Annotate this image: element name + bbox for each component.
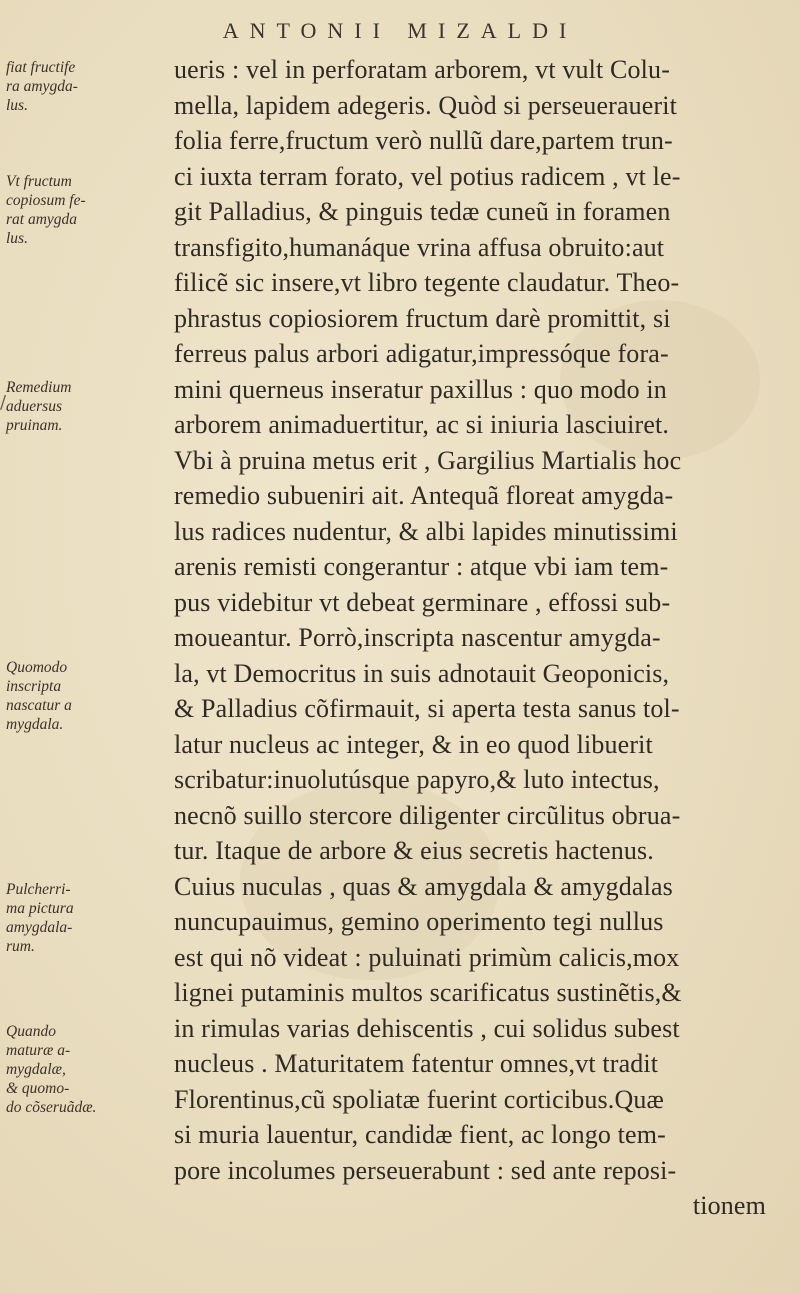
text-line: nuncupauimus, gemino operimento tegi nullus bbox=[174, 907, 664, 936]
text-line: nucleus . Maturitatem fatentur omnes,vt tradit bbox=[174, 1049, 659, 1078]
marginal-note-line: mygdalæ, bbox=[6, 1061, 66, 1078]
marginal-note-line: inscripta bbox=[6, 678, 62, 695]
text-line: filicẽ sic insere,vt libro tegente claudatur. Theo- bbox=[174, 268, 680, 297]
text-line: ueris : vel in perforatam arborem, vt vult Colu- bbox=[174, 55, 671, 84]
marginal-note-line: amygdala- bbox=[6, 919, 73, 936]
marginal-note-line: Pulcherri- bbox=[6, 881, 71, 898]
text-line: remedio subueniri ait. Antequã floreat amygda- bbox=[174, 481, 674, 510]
marginal-note-4 bbox=[6, 658, 174, 734]
text-line: pus videbitur vt debeat germinare , effossi sub- bbox=[174, 587, 671, 617]
text-line: phrastus copiosiorem fructum darè promittit, si bbox=[174, 303, 671, 333]
running-head: ANTONII MIZALDI bbox=[222, 18, 578, 43]
text-line: git Palladius, & pinguis tedæ cuneũ in foramen bbox=[174, 197, 671, 226]
text-line: necnõ suillo stercore diligenter circũlitus obrua- bbox=[174, 800, 681, 830]
text-line: mella, lapidem adegeris. Quòd si perseuerauerit bbox=[174, 90, 678, 120]
marginal-note-line: do cõseruãdæ. bbox=[6, 1099, 97, 1116]
text-line: pore incolumes perseuerabunt : sed ante reposi- bbox=[174, 1155, 677, 1185]
marginal-note-line: pruinam. bbox=[6, 417, 63, 434]
text-line: mini querneus inseratur paxillus : quo modo in bbox=[174, 374, 667, 404]
marginal-note-2 bbox=[6, 172, 174, 248]
marginal-note-line: aduersus bbox=[6, 398, 62, 415]
margin-mark: / bbox=[0, 392, 7, 413]
text-line: Florentinus,cũ spoliatæ fuerint corticibus.Quæ bbox=[174, 1084, 665, 1114]
marginal-note-line: maturæ a- bbox=[6, 1042, 71, 1059]
text-line: est qui nõ videat : puluinati primùm calicis,mox bbox=[174, 942, 680, 972]
marginal-note-line: mygdala. bbox=[6, 716, 64, 733]
marginal-note-line: nascatur a bbox=[6, 697, 72, 714]
text-line: Cuius nuculas , quas & amygdala & amygdalas bbox=[174, 871, 673, 901]
text-line: lignei putaminis multos scarificatus sustinẽtis,& bbox=[174, 978, 682, 1007]
text-line: latur nucleus ac integer, & in eo quod libuerit bbox=[174, 729, 653, 759]
marginal-note-line: & quomo- bbox=[6, 1080, 70, 1097]
marginal-note-line: copiosum fe- bbox=[6, 192, 86, 209]
marginal-note-line: rum. bbox=[6, 938, 35, 955]
text-line: transfigito,humanáque vrina affusa obruito:aut bbox=[174, 232, 665, 262]
text-line: scribatur:inuolutúsque papyro,& luto intectus, bbox=[174, 765, 660, 794]
text-line: ferreus palus arbori adigatur,impressóque fora- bbox=[174, 339, 669, 368]
marginal-note-line: rat amygda bbox=[6, 211, 78, 228]
marginal-note-line: lus. bbox=[6, 230, 28, 247]
text-line: Vbi à pruina metus erit , Gargilius Martialis hoc bbox=[174, 445, 682, 475]
text-line: la, vt Democritus in suis adnotauit Geoponicis, bbox=[174, 658, 670, 688]
marginal-note-line: lus. bbox=[6, 97, 28, 114]
text-line: moueantur. Porrò,inscripta nascentur amygda- bbox=[174, 623, 661, 652]
text-line: si muria lauentur, candidæ fient, ac longo tem- bbox=[174, 1120, 666, 1149]
text-line: folia ferre,fructum verò nullũ dare,partem trun- bbox=[174, 126, 673, 155]
text-line: tur. Itaque de arbore & eius secretis hactenus. bbox=[174, 836, 654, 865]
marginal-note-line: fiat fructife bbox=[6, 59, 76, 76]
text-line: ci iuxta terram forato, vel potius radicem , vt le- bbox=[174, 161, 681, 191]
text-line: arborem animaduertitur, ac si iniuria lasciuiret. bbox=[174, 410, 670, 439]
marginal-note-6 bbox=[6, 1022, 174, 1117]
text-line: in rimulas varias dehiscentis , cui solidus subest bbox=[174, 1013, 680, 1043]
text-line-catchword: tionem bbox=[692, 1191, 766, 1220]
marginal-note-line: Vt fructum bbox=[6, 173, 72, 190]
text-line: arenis remisti congerantur : atque vbi iam tem- bbox=[174, 552, 669, 581]
marginal-note-line: Quando bbox=[6, 1023, 56, 1040]
marginal-note-line: ma pictura bbox=[6, 900, 74, 917]
marginal-note-3 bbox=[6, 378, 174, 435]
text-line: & Palladius cõfirmauit, si aperta testa sanus tol- bbox=[174, 694, 680, 723]
text-line: lus radices nudentur, & albi lapides minutissimi bbox=[174, 516, 678, 546]
marginal-note-line: Remedium bbox=[6, 379, 72, 396]
marginal-note-line: ra amygda- bbox=[6, 78, 78, 95]
marginal-note-1 bbox=[6, 58, 174, 115]
marginal-note-5 bbox=[6, 880, 174, 956]
marginal-note-line: Quomodo bbox=[6, 659, 68, 676]
main-text-block bbox=[174, 52, 794, 1224]
